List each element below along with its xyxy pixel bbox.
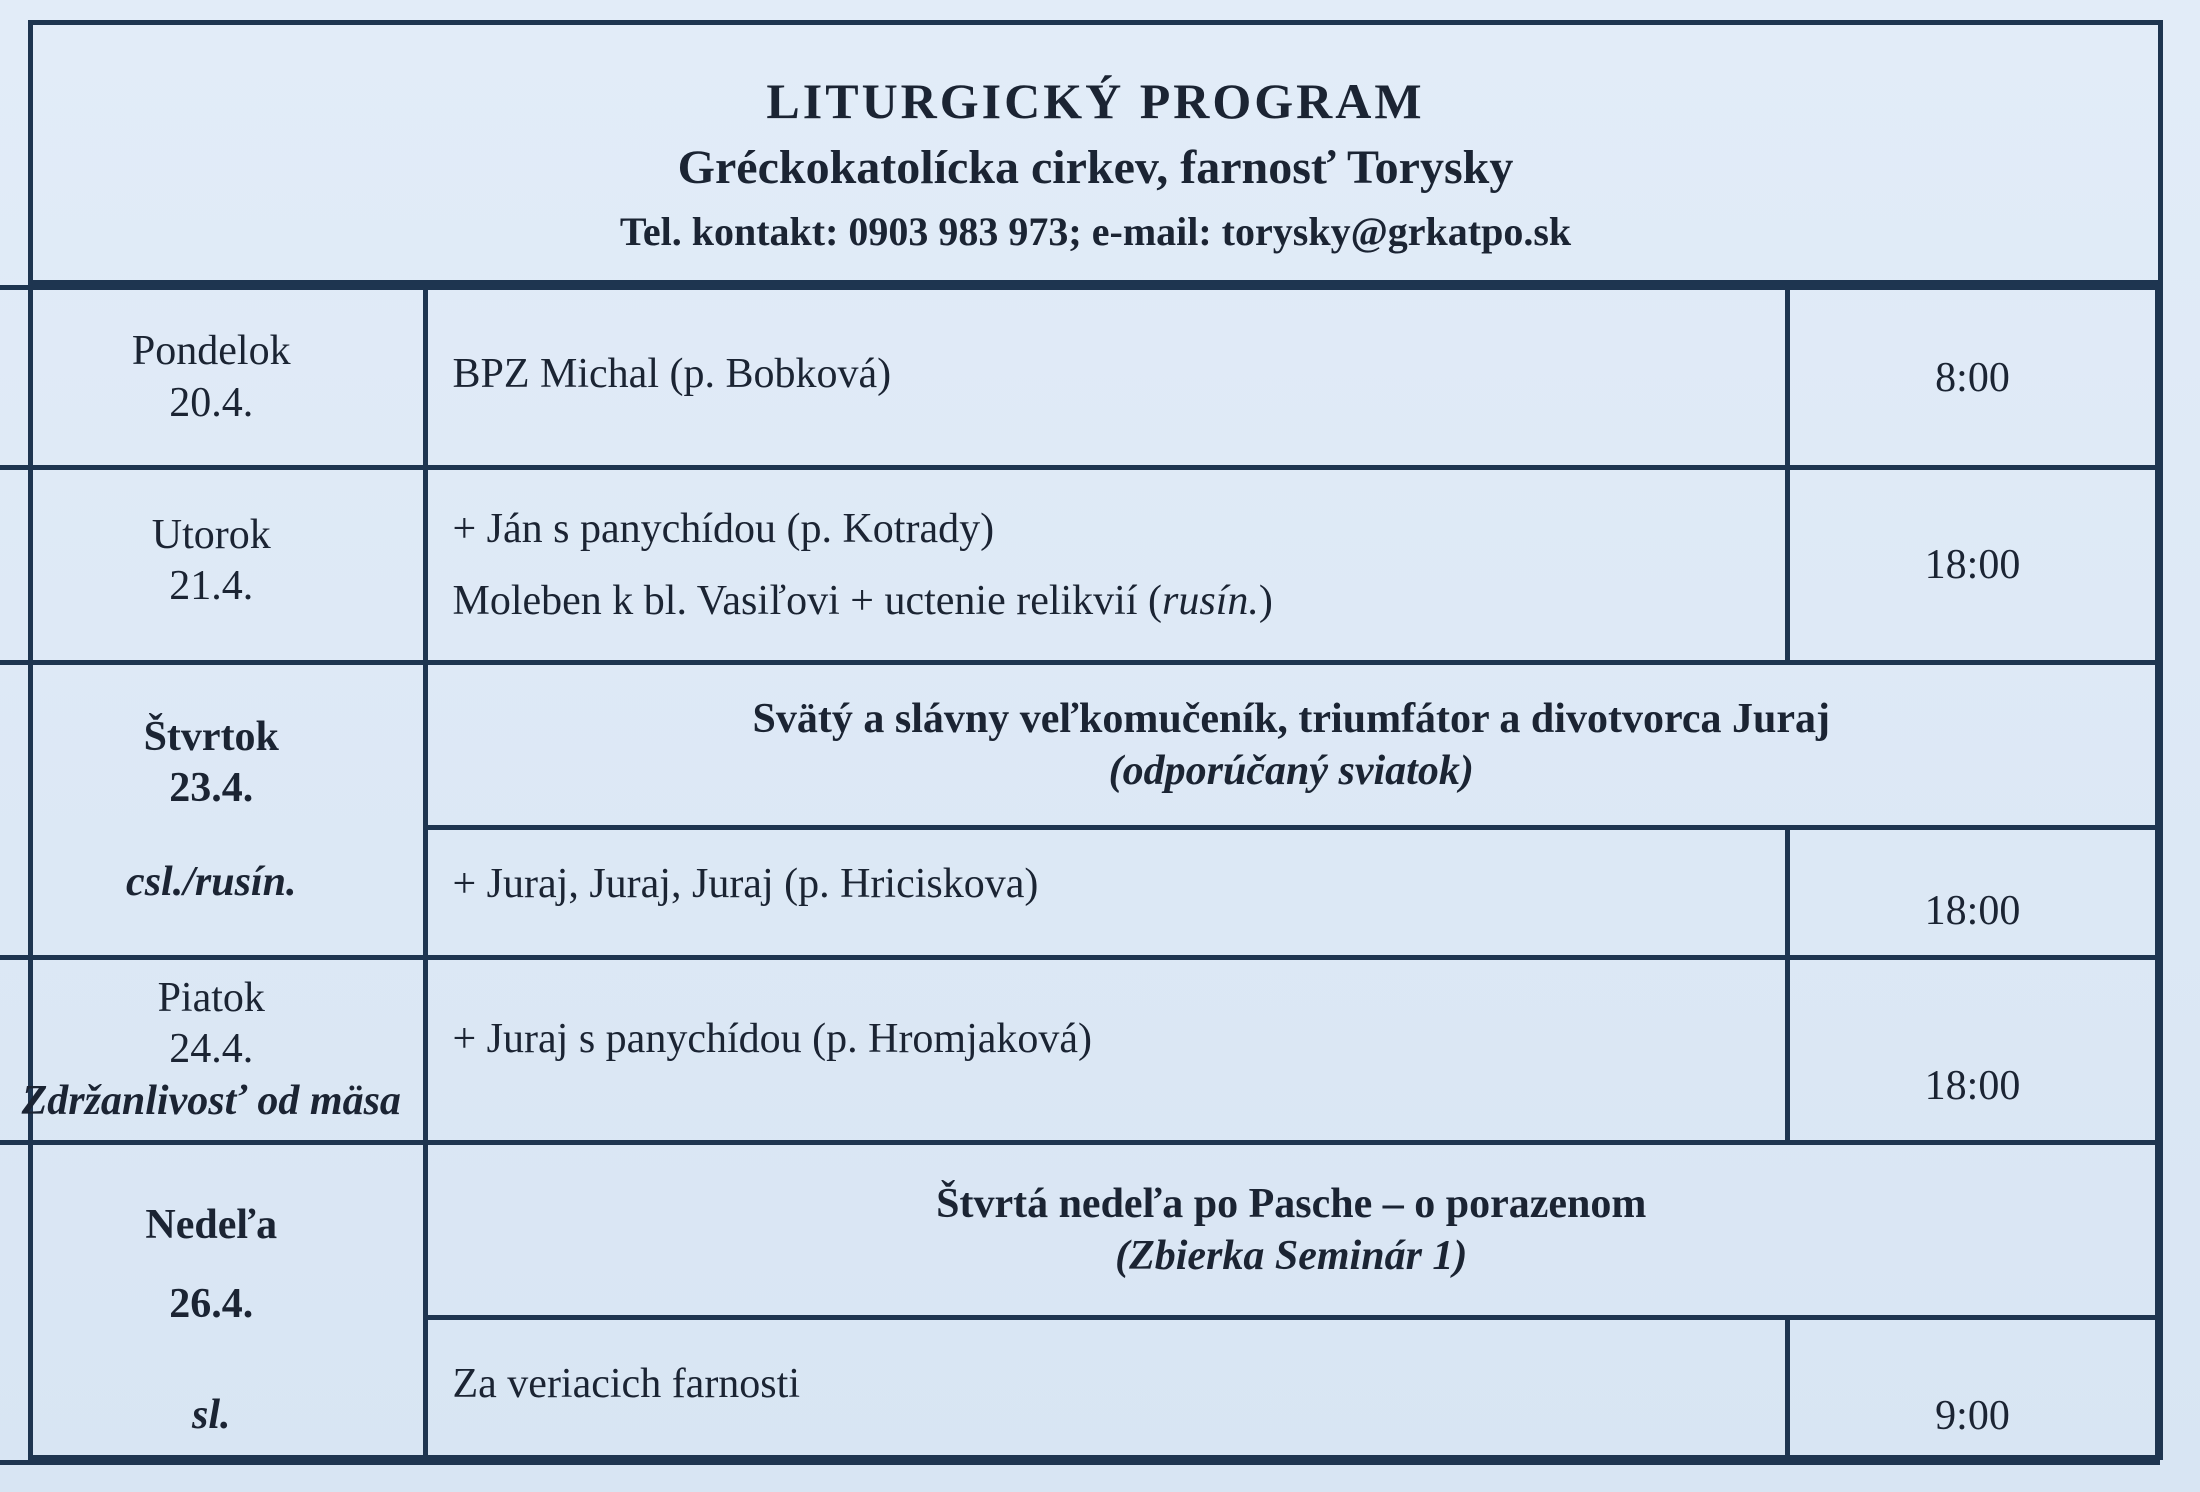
- intention-text: Moleben k bl. Vasiľovi + uctenie relikvií (rusín.): [452, 578, 1273, 624]
- day-cell: [0, 663, 425, 958]
- intention-cell: [425, 1318, 1788, 1463]
- table-row: [0, 1143, 2158, 1318]
- time-cell: 18:00: [1788, 958, 2158, 1143]
- day-cell: [0, 958, 425, 1143]
- intention-cell: [425, 828, 1788, 958]
- intention-text: + Juraj, Juraj, Juraj (p. Hriciskova): [452, 861, 1039, 907]
- day-cell: [0, 288, 425, 468]
- contact-info: Tel. kontakt: 0903 983 973; e-mail: torysky@grkatpo.sk: [619, 209, 1572, 254]
- intention-text: + Juraj s panychídou (p. Hromjaková): [452, 1016, 1093, 1062]
- feast-title: Svätý a slávny veľkomučeník, triumfátor a divotvorca Juraj: [752, 695, 1830, 742]
- day-name: Štvrtok: [143, 714, 279, 761]
- time-cell: 9:00: [1788, 1318, 2158, 1463]
- time-cell: 18:00: [1788, 468, 2158, 663]
- feast-title: Štvrtá nedeľa po Pasche – o porazenom: [936, 1180, 1647, 1227]
- table-row: [0, 958, 2158, 1143]
- table-row: [0, 288, 2158, 468]
- feast-cell: [425, 1143, 2158, 1318]
- day-name: Utorok: [151, 512, 271, 558]
- language-note: csl./rusín.: [126, 858, 297, 905]
- table-row: [0, 663, 2158, 828]
- intention-cell: [425, 288, 1788, 468]
- table-row: [0, 468, 2158, 663]
- day-date: 24.4.: [169, 1026, 254, 1073]
- day-cell: [0, 468, 425, 663]
- intention-cell: [425, 958, 1788, 1143]
- feast-note: (odporúčaný sviatok): [1108, 748, 1474, 794]
- intention-cell: [425, 468, 1788, 663]
- feast-cell: [425, 663, 2158, 828]
- parish-name: Gréckokatolícka cirkev, farnosť Torysky: [677, 141, 1514, 194]
- page-title: LITURGICKÝ PROGRAM: [766, 73, 1425, 129]
- day-name: Nedeľa: [145, 1202, 278, 1248]
- day-name: Pondelok: [131, 328, 291, 375]
- language-note: sl.: [191, 1392, 231, 1439]
- day-cell: [0, 1143, 425, 1463]
- day-date: 26.4.: [169, 1281, 254, 1328]
- language-note: rusín.: [1162, 578, 1259, 624]
- day-date: 20.4.: [169, 379, 254, 426]
- feast-note: (Zbierka Seminár 1): [1115, 1233, 1468, 1279]
- intention-text: + Ján s panychídou (p. Kotrady): [452, 506, 995, 552]
- time-cell: 18:00: [1788, 828, 2158, 958]
- intention-text: BPZ Michal (p. Bobková): [452, 351, 892, 397]
- card-header: [28, 20, 2163, 285]
- schedule-table: [0, 285, 2160, 1465]
- intention-text: Za veriacich farnosti: [452, 1361, 800, 1407]
- day-date: 21.4.: [169, 563, 254, 610]
- day-date: 23.4.: [169, 765, 254, 812]
- time-cell: 8:00: [1788, 288, 2158, 468]
- day-name: Piatok: [157, 975, 265, 1022]
- fasting-note: Zdržanlivosť od mäsa: [21, 1077, 401, 1124]
